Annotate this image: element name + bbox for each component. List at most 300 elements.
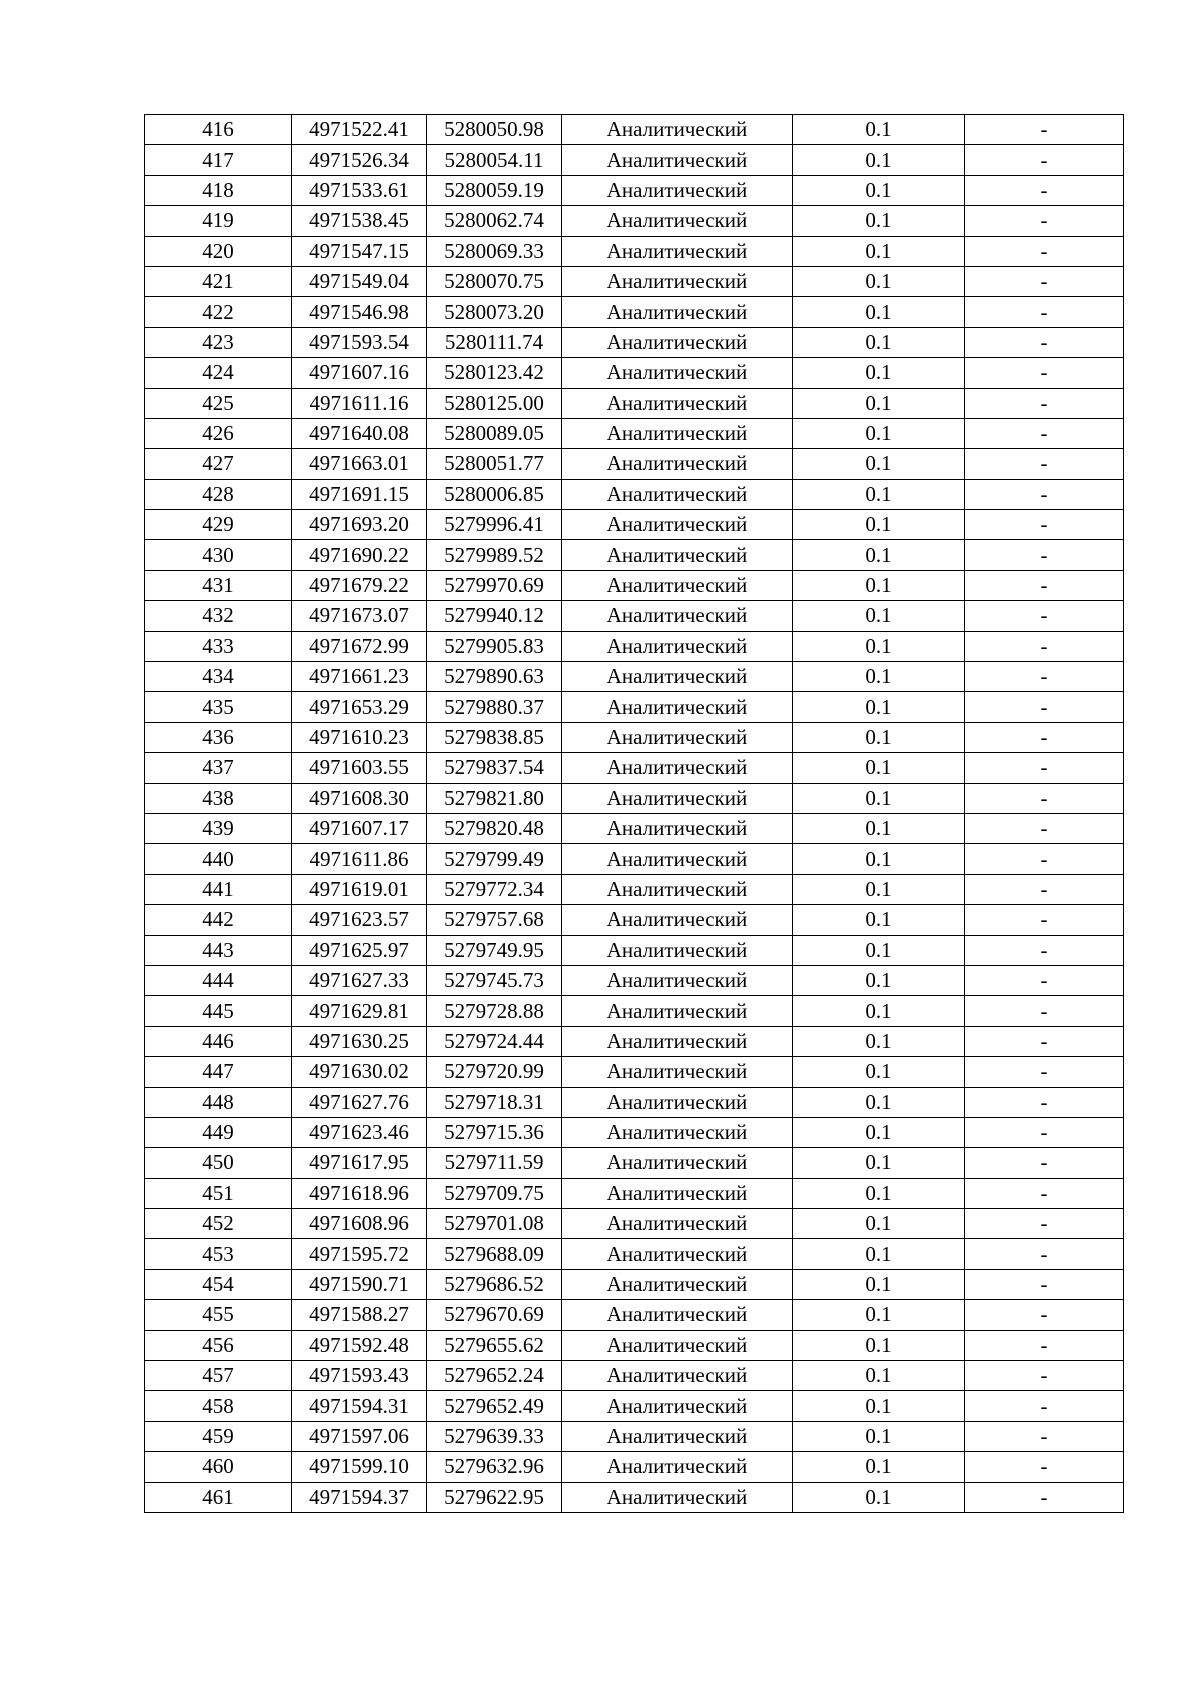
method-cell: Аналитический (562, 601, 793, 631)
note-cell: - (965, 510, 1124, 540)
method-cell: Аналитический (562, 662, 793, 692)
x-coordinate-cell: 4971533.61 (292, 175, 427, 205)
table-row (145, 358, 1124, 388)
method-cell: Аналитический (562, 206, 793, 236)
table-row (145, 783, 1124, 813)
method-cell: Аналитический (562, 1269, 793, 1299)
point-number-cell: 450 (145, 1148, 292, 1178)
y-coordinate-cell: 5279772.34 (427, 874, 562, 904)
y-coordinate-cell: 5280059.19 (427, 175, 562, 205)
accuracy-cell: 0.1 (793, 996, 965, 1026)
x-coordinate-cell: 4971590.71 (292, 1269, 427, 1299)
method-cell: Аналитический (562, 449, 793, 479)
note-cell: - (965, 1300, 1124, 1330)
method-cell: Аналитический (562, 722, 793, 752)
table-row (145, 905, 1124, 935)
accuracy-cell: 0.1 (793, 1361, 965, 1391)
x-coordinate-cell: 4971547.15 (292, 236, 427, 266)
x-coordinate-cell: 4971608.30 (292, 783, 427, 813)
note-cell: - (965, 844, 1124, 874)
note-cell: - (965, 1239, 1124, 1269)
coordinates-table (144, 114, 1124, 1513)
table-row (145, 479, 1124, 509)
note-cell: - (965, 570, 1124, 600)
note-cell: - (965, 479, 1124, 509)
table-row (145, 1269, 1124, 1299)
table-row (145, 236, 1124, 266)
accuracy-cell: 0.1 (793, 1239, 965, 1269)
x-coordinate-cell: 4971592.48 (292, 1330, 427, 1360)
table-row (145, 813, 1124, 843)
x-coordinate-cell: 4971522.41 (292, 115, 427, 145)
method-cell: Аналитический (562, 844, 793, 874)
x-coordinate-cell: 4971608.96 (292, 1209, 427, 1239)
table-row (145, 1026, 1124, 1056)
method-cell: Аналитический (562, 874, 793, 904)
table-row (145, 965, 1124, 995)
y-coordinate-cell: 5279686.52 (427, 1269, 562, 1299)
accuracy-cell: 0.1 (793, 1148, 965, 1178)
y-coordinate-cell: 5279745.73 (427, 965, 562, 995)
y-coordinate-cell: 5280123.42 (427, 358, 562, 388)
point-number-cell: 439 (145, 813, 292, 843)
y-coordinate-cell: 5279749.95 (427, 935, 562, 965)
point-number-cell: 421 (145, 266, 292, 296)
note-cell: - (965, 813, 1124, 843)
note-cell: - (965, 449, 1124, 479)
x-coordinate-cell: 4971693.20 (292, 510, 427, 540)
note-cell: - (965, 905, 1124, 935)
y-coordinate-cell: 5279718.31 (427, 1087, 562, 1117)
accuracy-cell: 0.1 (793, 1178, 965, 1208)
x-coordinate-cell: 4971640.08 (292, 418, 427, 448)
y-coordinate-cell: 5279670.69 (427, 1300, 562, 1330)
x-coordinate-cell: 4971630.25 (292, 1026, 427, 1056)
table-row (145, 844, 1124, 874)
method-cell: Аналитический (562, 510, 793, 540)
x-coordinate-cell: 4971588.27 (292, 1300, 427, 1330)
y-coordinate-cell: 5279757.68 (427, 905, 562, 935)
point-number-cell: 432 (145, 601, 292, 631)
note-cell: - (965, 1148, 1124, 1178)
x-coordinate-cell: 4971619.01 (292, 874, 427, 904)
method-cell: Аналитический (562, 1117, 793, 1147)
table-row (145, 631, 1124, 661)
x-coordinate-cell: 4971594.37 (292, 1482, 427, 1512)
table-row (145, 297, 1124, 327)
y-coordinate-cell: 5280073.20 (427, 297, 562, 327)
x-coordinate-cell: 4971627.33 (292, 965, 427, 995)
note-cell: - (965, 965, 1124, 995)
x-coordinate-cell: 4971610.23 (292, 722, 427, 752)
point-number-cell: 435 (145, 692, 292, 722)
note-cell: - (965, 1421, 1124, 1451)
point-number-cell: 424 (145, 358, 292, 388)
method-cell: Аналитический (562, 115, 793, 145)
table-row (145, 1421, 1124, 1451)
method-cell: Аналитический (562, 1300, 793, 1330)
accuracy-cell: 0.1 (793, 844, 965, 874)
method-cell: Аналитический (562, 905, 793, 935)
method-cell: Аналитический (562, 996, 793, 1026)
note-cell: - (965, 145, 1124, 175)
table-row (145, 1300, 1124, 1330)
point-number-cell: 459 (145, 1421, 292, 1451)
y-coordinate-cell: 5280050.98 (427, 115, 562, 145)
accuracy-cell: 0.1 (793, 601, 965, 631)
note-cell: - (965, 1057, 1124, 1087)
table-row (145, 1239, 1124, 1269)
x-coordinate-cell: 4971618.96 (292, 1178, 427, 1208)
note-cell: - (965, 115, 1124, 145)
note-cell: - (965, 1117, 1124, 1147)
y-coordinate-cell: 5279821.80 (427, 783, 562, 813)
accuracy-cell: 0.1 (793, 1117, 965, 1147)
point-number-cell: 426 (145, 418, 292, 448)
y-coordinate-cell: 5279820.48 (427, 813, 562, 843)
y-coordinate-cell: 5279639.33 (427, 1421, 562, 1451)
note-cell: - (965, 601, 1124, 631)
method-cell: Аналитический (562, 540, 793, 570)
accuracy-cell: 0.1 (793, 1026, 965, 1056)
y-coordinate-cell: 5279622.95 (427, 1482, 562, 1512)
accuracy-cell: 0.1 (793, 388, 965, 418)
point-number-cell: 430 (145, 540, 292, 570)
y-coordinate-cell: 5279711.59 (427, 1148, 562, 1178)
method-cell: Аналитический (562, 358, 793, 388)
note-cell: - (965, 1391, 1124, 1421)
note-cell: - (965, 206, 1124, 236)
y-coordinate-cell: 5279652.24 (427, 1361, 562, 1391)
note-cell: - (965, 1482, 1124, 1512)
point-number-cell: 457 (145, 1361, 292, 1391)
y-coordinate-cell: 5280051.77 (427, 449, 562, 479)
y-coordinate-cell: 5279996.41 (427, 510, 562, 540)
point-number-cell: 460 (145, 1452, 292, 1482)
point-number-cell: 428 (145, 479, 292, 509)
method-cell: Аналитический (562, 1026, 793, 1056)
x-coordinate-cell: 4971594.31 (292, 1391, 427, 1421)
point-number-cell: 441 (145, 874, 292, 904)
point-number-cell: 456 (145, 1330, 292, 1360)
point-number-cell: 444 (145, 965, 292, 995)
table-row (145, 1117, 1124, 1147)
table-row (145, 418, 1124, 448)
accuracy-cell: 0.1 (793, 266, 965, 296)
accuracy-cell: 0.1 (793, 175, 965, 205)
accuracy-cell: 0.1 (793, 540, 965, 570)
method-cell: Аналитический (562, 1057, 793, 1087)
method-cell: Аналитический (562, 1391, 793, 1421)
table-row (145, 1452, 1124, 1482)
x-coordinate-cell: 4971672.99 (292, 631, 427, 661)
y-coordinate-cell: 5279837.54 (427, 753, 562, 783)
note-cell: - (965, 1361, 1124, 1391)
method-cell: Аналитический (562, 570, 793, 600)
table-row (145, 1178, 1124, 1208)
method-cell: Аналитический (562, 1421, 793, 1451)
y-coordinate-cell: 5280069.33 (427, 236, 562, 266)
x-coordinate-cell: 4971627.76 (292, 1087, 427, 1117)
point-number-cell: 437 (145, 753, 292, 783)
x-coordinate-cell: 4971691.15 (292, 479, 427, 509)
table-row (145, 327, 1124, 357)
accuracy-cell: 0.1 (793, 297, 965, 327)
method-cell: Аналитический (562, 327, 793, 357)
table-row (145, 753, 1124, 783)
table-row (145, 662, 1124, 692)
note-cell: - (965, 935, 1124, 965)
y-coordinate-cell: 5279652.49 (427, 1391, 562, 1421)
note-cell: - (965, 996, 1124, 1026)
y-coordinate-cell: 5279728.88 (427, 996, 562, 1026)
x-coordinate-cell: 4971611.86 (292, 844, 427, 874)
method-cell: Аналитический (562, 935, 793, 965)
method-cell: Аналитический (562, 1452, 793, 1482)
note-cell: - (965, 1087, 1124, 1117)
point-number-cell: 429 (145, 510, 292, 540)
method-cell: Аналитический (562, 1482, 793, 1512)
accuracy-cell: 0.1 (793, 1300, 965, 1330)
y-coordinate-cell: 5279989.52 (427, 540, 562, 570)
table-row (145, 266, 1124, 296)
table-row (145, 935, 1124, 965)
method-cell: Аналитический (562, 1330, 793, 1360)
accuracy-cell: 0.1 (793, 874, 965, 904)
note-cell: - (965, 175, 1124, 205)
accuracy-cell: 0.1 (793, 905, 965, 935)
method-cell: Аналитический (562, 175, 793, 205)
accuracy-cell: 0.1 (793, 722, 965, 752)
table-row (145, 1361, 1124, 1391)
note-cell: - (965, 783, 1124, 813)
x-coordinate-cell: 4971690.22 (292, 540, 427, 570)
x-coordinate-cell: 4971603.55 (292, 753, 427, 783)
note-cell: - (965, 358, 1124, 388)
method-cell: Аналитический (562, 813, 793, 843)
accuracy-cell: 0.1 (793, 965, 965, 995)
table-row (145, 722, 1124, 752)
table-row (145, 1087, 1124, 1117)
accuracy-cell: 0.1 (793, 510, 965, 540)
accuracy-cell: 0.1 (793, 783, 965, 813)
point-number-cell: 455 (145, 1300, 292, 1330)
accuracy-cell: 0.1 (793, 1209, 965, 1239)
y-coordinate-cell: 5280062.74 (427, 206, 562, 236)
accuracy-cell: 0.1 (793, 662, 965, 692)
note-cell: - (965, 662, 1124, 692)
method-cell: Аналитический (562, 753, 793, 783)
accuracy-cell: 0.1 (793, 1269, 965, 1299)
point-number-cell: 418 (145, 175, 292, 205)
y-coordinate-cell: 5279632.96 (427, 1452, 562, 1482)
x-coordinate-cell: 4971625.97 (292, 935, 427, 965)
note-cell: - (965, 418, 1124, 448)
method-cell: Аналитический (562, 965, 793, 995)
accuracy-cell: 0.1 (793, 479, 965, 509)
note-cell: - (965, 1026, 1124, 1056)
y-coordinate-cell: 5280006.85 (427, 479, 562, 509)
point-number-cell: 447 (145, 1057, 292, 1087)
note-cell: - (965, 388, 1124, 418)
point-number-cell: 449 (145, 1117, 292, 1147)
point-number-cell: 448 (145, 1087, 292, 1117)
x-coordinate-cell: 4971526.34 (292, 145, 427, 175)
point-number-cell: 425 (145, 388, 292, 418)
y-coordinate-cell: 5279880.37 (427, 692, 562, 722)
table-row (145, 510, 1124, 540)
method-cell: Аналитический (562, 1209, 793, 1239)
accuracy-cell: 0.1 (793, 692, 965, 722)
x-coordinate-cell: 4971661.23 (292, 662, 427, 692)
y-coordinate-cell: 5279799.49 (427, 844, 562, 874)
note-cell: - (965, 1330, 1124, 1360)
point-number-cell: 446 (145, 1026, 292, 1056)
table-row (145, 1209, 1124, 1239)
y-coordinate-cell: 5279724.44 (427, 1026, 562, 1056)
point-number-cell: 461 (145, 1482, 292, 1512)
table-row (145, 175, 1124, 205)
accuracy-cell: 0.1 (793, 206, 965, 236)
point-number-cell: 416 (145, 115, 292, 145)
x-coordinate-cell: 4971673.07 (292, 601, 427, 631)
point-number-cell: 427 (145, 449, 292, 479)
table-row (145, 996, 1124, 1026)
coordinates-table-body (145, 115, 1124, 1513)
point-number-cell: 417 (145, 145, 292, 175)
x-coordinate-cell: 4971623.57 (292, 905, 427, 935)
x-coordinate-cell: 4971593.54 (292, 327, 427, 357)
table-row (145, 206, 1124, 236)
y-coordinate-cell: 5279709.75 (427, 1178, 562, 1208)
table-row (145, 874, 1124, 904)
x-coordinate-cell: 4971597.06 (292, 1421, 427, 1451)
x-coordinate-cell: 4971629.81 (292, 996, 427, 1026)
note-cell: - (965, 266, 1124, 296)
y-coordinate-cell: 5279838.85 (427, 722, 562, 752)
point-number-cell: 452 (145, 1209, 292, 1239)
note-cell: - (965, 1452, 1124, 1482)
table-row (145, 1482, 1124, 1512)
y-coordinate-cell: 5279905.83 (427, 631, 562, 661)
method-cell: Аналитический (562, 1148, 793, 1178)
table-row (145, 1391, 1124, 1421)
method-cell: Аналитический (562, 631, 793, 661)
note-cell: - (965, 297, 1124, 327)
method-cell: Аналитический (562, 1239, 793, 1269)
table-row (145, 115, 1124, 145)
table-row (145, 1330, 1124, 1360)
accuracy-cell: 0.1 (793, 1421, 965, 1451)
method-cell: Аналитический (562, 145, 793, 175)
method-cell: Аналитический (562, 1361, 793, 1391)
point-number-cell: 419 (145, 206, 292, 236)
point-number-cell: 436 (145, 722, 292, 752)
point-number-cell: 422 (145, 297, 292, 327)
x-coordinate-cell: 4971611.16 (292, 388, 427, 418)
note-cell: - (965, 540, 1124, 570)
x-coordinate-cell: 4971607.17 (292, 813, 427, 843)
method-cell: Аналитический (562, 388, 793, 418)
accuracy-cell: 0.1 (793, 935, 965, 965)
point-number-cell: 453 (145, 1239, 292, 1269)
accuracy-cell: 0.1 (793, 1330, 965, 1360)
note-cell: - (965, 327, 1124, 357)
x-coordinate-cell: 4971630.02 (292, 1057, 427, 1087)
x-coordinate-cell: 4971623.46 (292, 1117, 427, 1147)
accuracy-cell: 0.1 (793, 327, 965, 357)
method-cell: Аналитический (562, 1087, 793, 1117)
accuracy-cell: 0.1 (793, 1391, 965, 1421)
note-cell: - (965, 1269, 1124, 1299)
y-coordinate-cell: 5279720.99 (427, 1057, 562, 1087)
method-cell: Аналитический (562, 418, 793, 448)
y-coordinate-cell: 5279701.08 (427, 1209, 562, 1239)
accuracy-cell: 0.1 (793, 1087, 965, 1117)
x-coordinate-cell: 4971599.10 (292, 1452, 427, 1482)
table-row (145, 145, 1124, 175)
accuracy-cell: 0.1 (793, 570, 965, 600)
y-coordinate-cell: 5279940.12 (427, 601, 562, 631)
point-number-cell: 431 (145, 570, 292, 600)
y-coordinate-cell: 5280089.05 (427, 418, 562, 448)
table-row (145, 692, 1124, 722)
x-coordinate-cell: 4971538.45 (292, 206, 427, 236)
y-coordinate-cell: 5280054.11 (427, 145, 562, 175)
point-number-cell: 440 (145, 844, 292, 874)
table-row (145, 1057, 1124, 1087)
y-coordinate-cell: 5280125.00 (427, 388, 562, 418)
y-coordinate-cell: 5280070.75 (427, 266, 562, 296)
point-number-cell: 438 (145, 783, 292, 813)
note-cell: - (965, 1178, 1124, 1208)
accuracy-cell: 0.1 (793, 358, 965, 388)
point-number-cell: 423 (145, 327, 292, 357)
accuracy-cell: 0.1 (793, 236, 965, 266)
method-cell: Аналитический (562, 1178, 793, 1208)
accuracy-cell: 0.1 (793, 145, 965, 175)
table-row (145, 449, 1124, 479)
method-cell: Аналитический (562, 783, 793, 813)
table-row (145, 388, 1124, 418)
accuracy-cell: 0.1 (793, 753, 965, 783)
accuracy-cell: 0.1 (793, 1057, 965, 1087)
point-number-cell: 442 (145, 905, 292, 935)
table-row (145, 570, 1124, 600)
note-cell: - (965, 631, 1124, 661)
x-coordinate-cell: 4971679.22 (292, 570, 427, 600)
x-coordinate-cell: 4971607.16 (292, 358, 427, 388)
method-cell: Аналитический (562, 692, 793, 722)
x-coordinate-cell: 4971549.04 (292, 266, 427, 296)
x-coordinate-cell: 4971617.95 (292, 1148, 427, 1178)
x-coordinate-cell: 4971663.01 (292, 449, 427, 479)
note-cell: - (965, 1209, 1124, 1239)
method-cell: Аналитический (562, 297, 793, 327)
method-cell: Аналитический (562, 266, 793, 296)
table-row (145, 540, 1124, 570)
x-coordinate-cell: 4971595.72 (292, 1239, 427, 1269)
note-cell: - (965, 722, 1124, 752)
point-number-cell: 445 (145, 996, 292, 1026)
accuracy-cell: 0.1 (793, 813, 965, 843)
accuracy-cell: 0.1 (793, 631, 965, 661)
table-row (145, 601, 1124, 631)
point-number-cell: 454 (145, 1269, 292, 1299)
y-coordinate-cell: 5279688.09 (427, 1239, 562, 1269)
note-cell: - (965, 236, 1124, 266)
point-number-cell: 458 (145, 1391, 292, 1421)
